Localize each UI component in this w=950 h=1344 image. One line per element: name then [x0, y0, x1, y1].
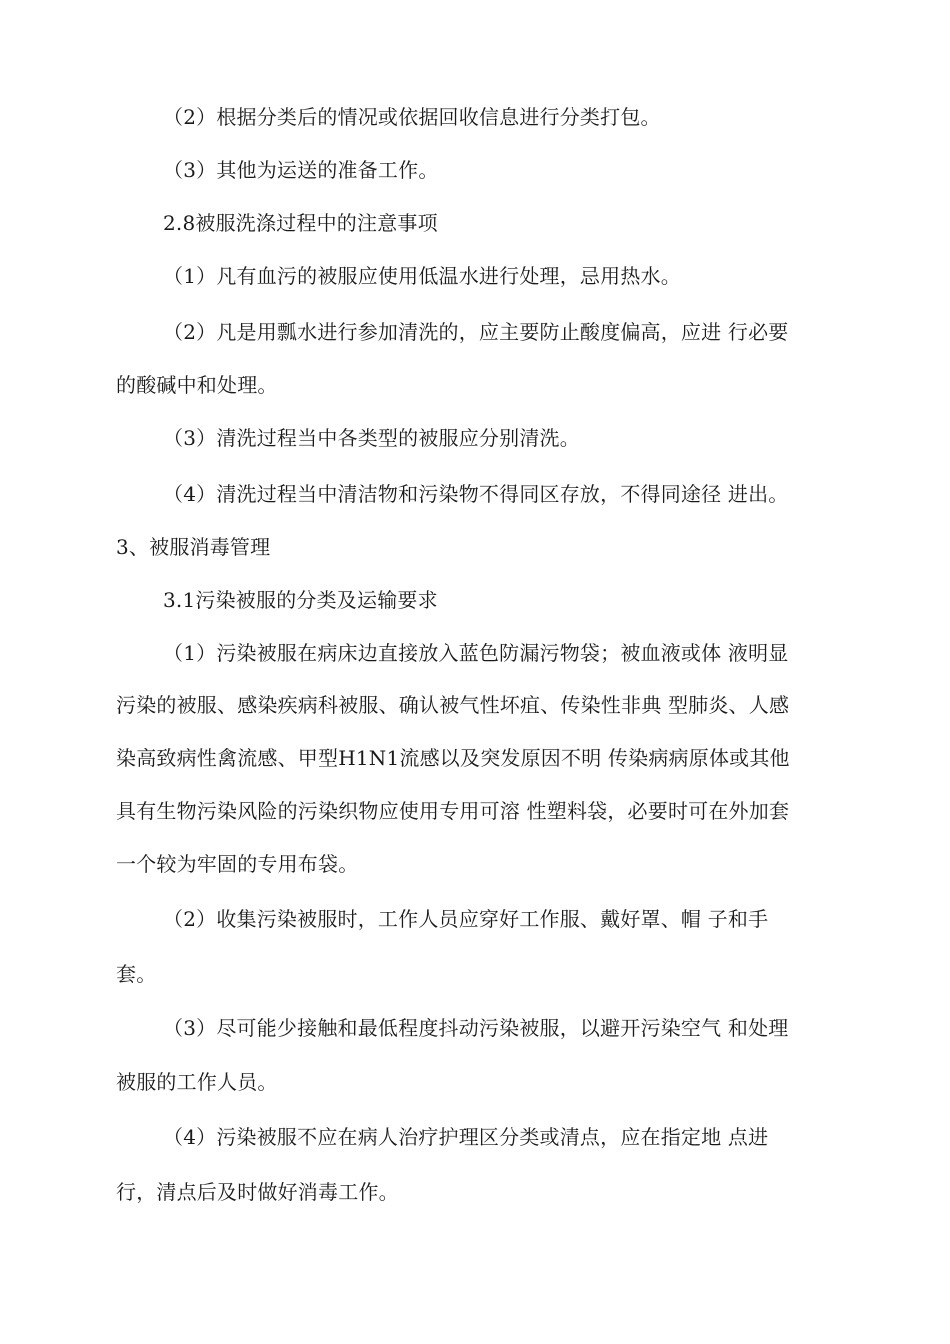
text-line: （1）污染被服在病床边直接放入蓝色防漏污物袋；被血液或体 液明显	[163, 641, 789, 665]
text-line: （3）其他为运送的准备工作。	[163, 158, 439, 182]
text-line: 一个较为牢固的专用布袋。	[116, 852, 359, 876]
text-line: 污染的被服、感染疾病科被服、确认被气性坏疽、传染性非典 型肺炎、人感	[116, 693, 790, 717]
text-line: （3）清洗过程当中各类型的被服应分别清洗。	[163, 426, 580, 450]
text-line: 套。	[116, 962, 157, 986]
section-heading: 3.1污染被服的分类及运输要求	[163, 588, 438, 612]
text-line: 行，清点后及时做好消毒工作。	[116, 1180, 399, 1204]
text-line: （2）收集污染被服时，工作人员应穿好工作服、戴好罩、帽 子和手	[163, 907, 769, 931]
text-line: 被服的工作人员。	[116, 1070, 278, 1094]
text-line: （4）清洗过程当中清洁物和污染物不得同区存放，不得同途径 进出。	[163, 482, 789, 506]
text-line: （4）污染被服不应在病人治疗护理区分类或清点，应在指定地 点进	[163, 1125, 769, 1149]
text-line: （2）根据分类后的情况或依据回收信息进行分类打包。	[163, 105, 661, 129]
text-line: （3）尽可能少接触和最低程度抖动污染被服，以避开污染空气 和处理	[163, 1016, 789, 1040]
section-heading: 2.8被服洗涤过程中的注意事项	[163, 211, 438, 235]
text-line: （1）凡有血污的被服应使用低温水进行处理，忌用热水。	[163, 264, 681, 288]
text-line: 染高致病性禽流感、甲型H1N1流感以及突发原因不明 传染病病原体或其他	[116, 746, 790, 770]
text-line: 的酸碱中和处理。	[116, 373, 278, 397]
text-line: （2）凡是用瓢水进行参加清洗的，应主要防止酸度偏高，应进 行必要	[163, 320, 789, 344]
section-heading: 3、被服消毒管理	[116, 535, 271, 559]
text-line: 具有生物污染风险的污染织物应使用专用可溶 性塑料袋，必要时可在外加套	[116, 799, 790, 823]
